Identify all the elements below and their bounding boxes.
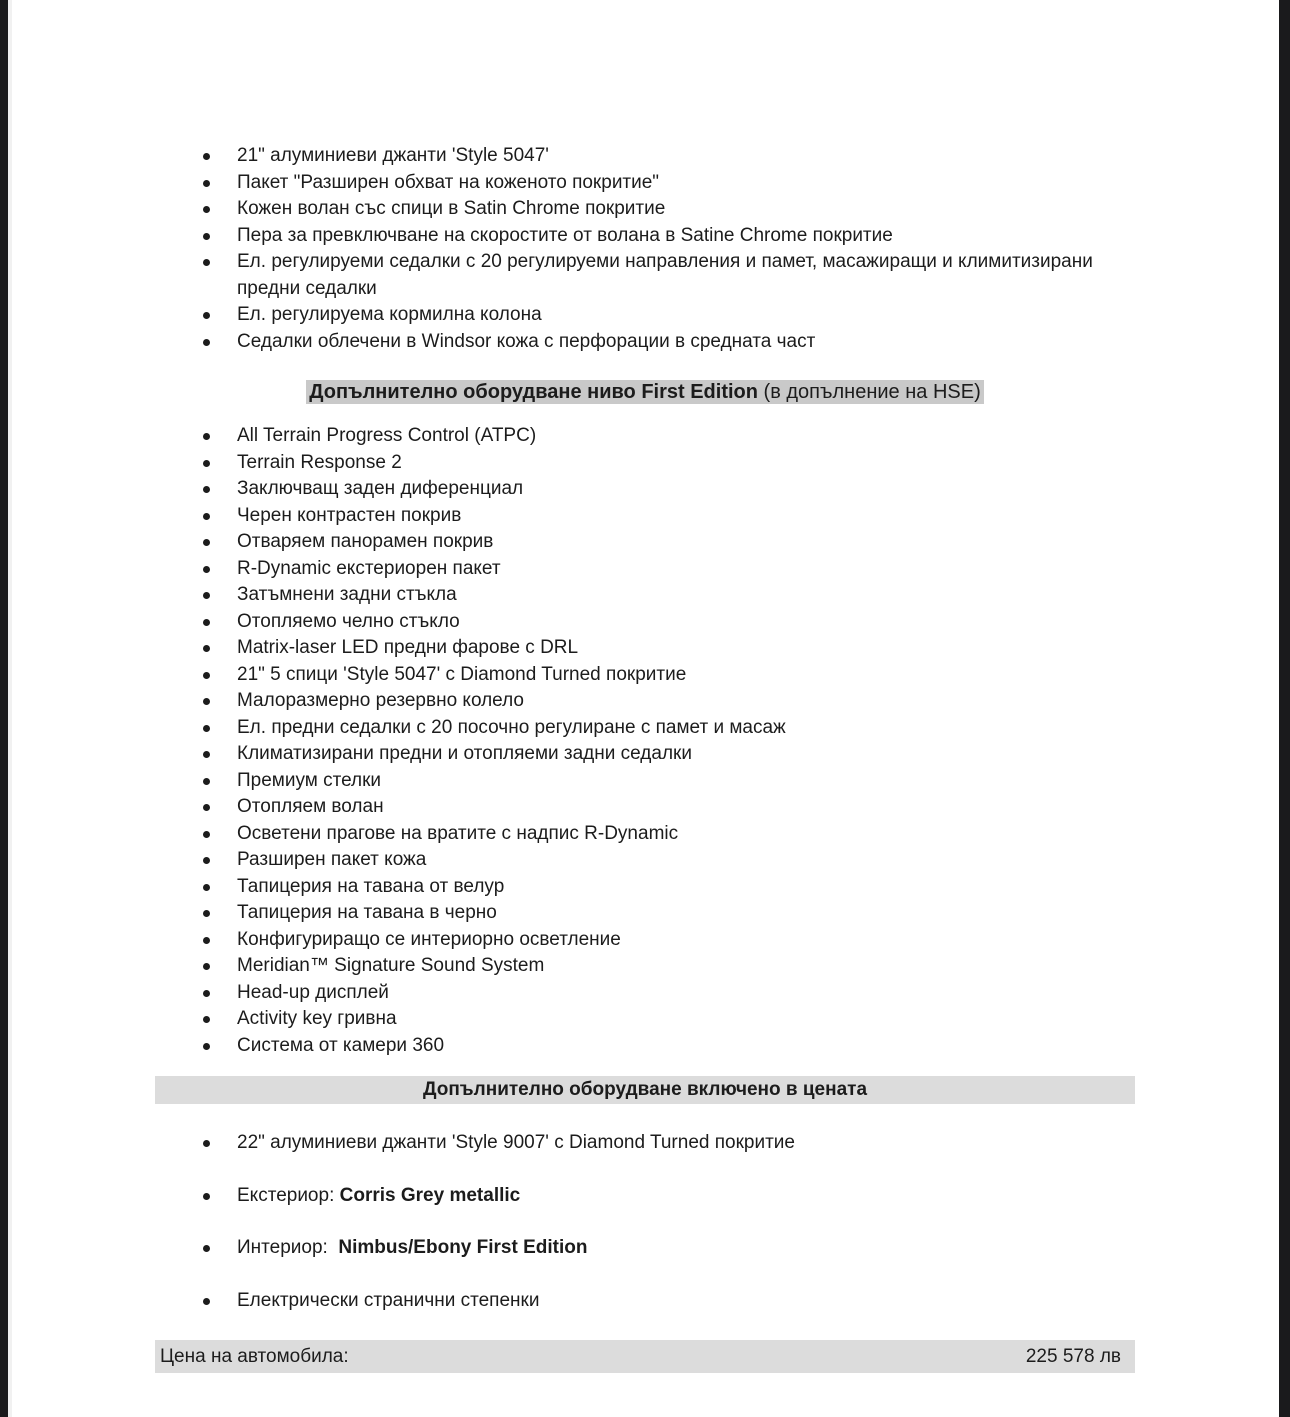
- list-item-text: Малоразмерно резервно колело: [237, 690, 524, 711]
- list-item-text: Кожен волан със спици в Satin Chrome покритие: [237, 198, 666, 219]
- list-item-text: Пакет "Разширен обхват на коженото покритие": [237, 171, 660, 193]
- list-item-text: Отопляем волан: [237, 796, 384, 817]
- list-item-text: Отваряем панорамен покрив: [237, 531, 494, 552]
- list-item-text: Activity key гривна: [237, 1008, 397, 1029]
- list-item: [155, 1130, 1135, 1157]
- list-item-text: Ел. регулируеми седалки с 20 регулируеми направления и памет, масажиращи и климитизирани предни седалки: [237, 251, 1093, 299]
- document-page: [12, 0, 1279, 1417]
- first-edition-heading: [155, 378, 1135, 407]
- list-item: [155, 980, 1135, 1007]
- page-content: [155, 143, 1135, 1373]
- bullet-icon: [203, 259, 210, 266]
- list-item-text: Премиум стелки: [237, 769, 382, 791]
- list-item: [155, 688, 1135, 715]
- list-item: [155, 556, 1135, 583]
- bullet-icon: [203, 1043, 210, 1050]
- list-item-text: Ел. предни седалки с 20 посочно регулиране с памет и масаж: [237, 716, 786, 738]
- list-item: [155, 715, 1135, 742]
- list-item: [155, 768, 1135, 795]
- list-item: [155, 662, 1135, 689]
- list-item-text: Система от камери 360: [237, 1034, 445, 1056]
- list-item-text: All Terrain Progress Control (ATPC): [237, 425, 537, 446]
- list-item-text: Интериор:: [237, 1237, 339, 1258]
- bullet-icon: [203, 513, 210, 520]
- hse-equipment-list: [155, 143, 1135, 355]
- bullet-icon: [203, 1016, 210, 1023]
- bullet-icon: [203, 206, 210, 213]
- list-item: [155, 302, 1135, 329]
- list-item-text: Конфигуриращо се интериорно осветление: [237, 928, 621, 950]
- bullet-icon: [203, 1298, 210, 1305]
- bullet-icon: [203, 698, 210, 705]
- list-item-text: Matrix-laser LED предни фарове с DRL: [237, 637, 579, 658]
- bullet-icon: [203, 460, 210, 467]
- bullet-icon: [203, 1245, 210, 1252]
- bullet-icon: [203, 566, 210, 573]
- list-item-text: Екстериор:: [237, 1184, 340, 1206]
- list-item-text: 21" алуминиеви джанти 'Style 5047': [237, 145, 549, 166]
- list-item: [155, 1183, 1135, 1210]
- list-item-text: Седалки облечени в Windsor кожа с перфорации в средната част: [237, 330, 816, 352]
- bullet-icon: [203, 672, 210, 679]
- list-item: [155, 794, 1135, 821]
- list-item: [155, 847, 1135, 874]
- list-item: [155, 582, 1135, 609]
- list-item: [155, 874, 1135, 901]
- bullet-icon: [203, 1140, 210, 1147]
- price-value: 225 578 лв: [1025, 1346, 1121, 1367]
- list-item-text: 22" алуминиеви джанти 'Style 9007' с Diamond Turned покритие: [237, 1132, 795, 1153]
- list-item: [155, 821, 1135, 848]
- bullet-icon: [203, 804, 210, 811]
- first-edition-equipment-list: [155, 423, 1135, 1059]
- list-item-text: Тапицерия на тавана в черно: [237, 902, 497, 923]
- included-equipment-list: [155, 1130, 1135, 1314]
- viewer-left-edge: [0, 0, 8, 1417]
- list-item: [155, 143, 1135, 170]
- bullet-icon: [203, 592, 210, 599]
- list-item: [155, 1033, 1135, 1060]
- list-item: [155, 1235, 1135, 1262]
- list-item: [155, 741, 1135, 768]
- first-edition-heading-normal: (в допълнение на HSE): [757, 381, 981, 403]
- bullet-icon: [203, 937, 210, 944]
- viewer-right-edge: [1279, 0, 1290, 1417]
- bullet-icon: [203, 990, 210, 997]
- price-bar: [155, 1340, 1135, 1373]
- list-item-text: Черен контрастен покрив: [237, 504, 462, 526]
- list-item-text: Климатизирани предни и отопляеми задни седалки: [237, 743, 692, 764]
- list-item-text: R-Dynamic екстериорен пакет: [237, 557, 501, 579]
- list-item: [155, 196, 1135, 223]
- list-item: [155, 223, 1135, 250]
- bullet-icon: [203, 233, 210, 240]
- list-item-bold-text: Corris Grey metallic: [339, 1184, 521, 1206]
- list-item-text: 21" 5 спици 'Style 5047' с Diamond Turned покритие: [237, 663, 687, 685]
- bullet-icon: [203, 831, 210, 838]
- list-item-text: Осветени прагове на вратите с надпис R-Dynamic: [237, 822, 679, 844]
- price-label: Цена на автомобила:: [160, 1346, 349, 1367]
- list-item: [155, 529, 1135, 556]
- list-item-text: Разширен пакет кожа: [237, 849, 427, 870]
- bullet-icon: [203, 963, 210, 970]
- bullet-icon: [203, 619, 210, 626]
- list-item: [155, 900, 1135, 927]
- list-item: [155, 476, 1135, 503]
- list-item: [155, 503, 1135, 530]
- list-item-text: Тапицерия на тавана от велур: [237, 875, 505, 897]
- bullet-icon: [203, 884, 210, 891]
- bullet-icon: [203, 1193, 210, 1200]
- bullet-icon: [203, 778, 210, 785]
- bullet-icon: [203, 180, 210, 187]
- bullet-icon: [203, 645, 210, 652]
- list-item-text: Meridian™ Signature Sound System: [237, 955, 545, 976]
- list-item-text: Затъмнени задни стъкла: [237, 584, 457, 605]
- list-item-text: Terrain Response 2: [237, 451, 402, 473]
- list-item-text: Пера за превключване на скоростите от волана в Satine Chrome покритие: [237, 224, 893, 246]
- list-item: [155, 170, 1135, 197]
- list-item: [155, 450, 1135, 477]
- list-item: [155, 249, 1135, 302]
- list-item-text: Head-up дисплей: [237, 981, 389, 1003]
- bullet-icon: [203, 486, 210, 493]
- list-item: [155, 609, 1135, 636]
- list-item: [155, 927, 1135, 954]
- included-equipment-banner: Допълнително оборудване включено в цената: [155, 1076, 1135, 1104]
- list-item: [155, 1006, 1135, 1033]
- list-item: [155, 1288, 1135, 1315]
- bullet-icon: [203, 339, 210, 346]
- bullet-icon: [203, 910, 210, 917]
- list-item-text: Отопляемо челно стъкло: [237, 610, 460, 632]
- list-item-bold-text: Nimbus/Ebony First Edition: [338, 1237, 588, 1258]
- list-item: [155, 423, 1135, 450]
- bullet-icon: [203, 857, 210, 864]
- list-item: [155, 329, 1135, 356]
- bullet-icon: [203, 725, 210, 732]
- bullet-icon: [203, 751, 210, 758]
- bullet-icon: [203, 153, 210, 160]
- bullet-icon: [203, 312, 210, 319]
- bullet-icon: [203, 433, 210, 440]
- list-item-text: Заключващ заден диференциал: [237, 478, 524, 499]
- first-edition-heading-bold: Допълнително оборудване ниво First Edition: [309, 381, 758, 403]
- list-item-text: Електрически странични степенки: [237, 1289, 540, 1311]
- list-item-text: Ел. регулируема кормилна колона: [237, 304, 542, 325]
- bullet-icon: [203, 539, 210, 546]
- list-item: [155, 635, 1135, 662]
- list-item: [155, 953, 1135, 980]
